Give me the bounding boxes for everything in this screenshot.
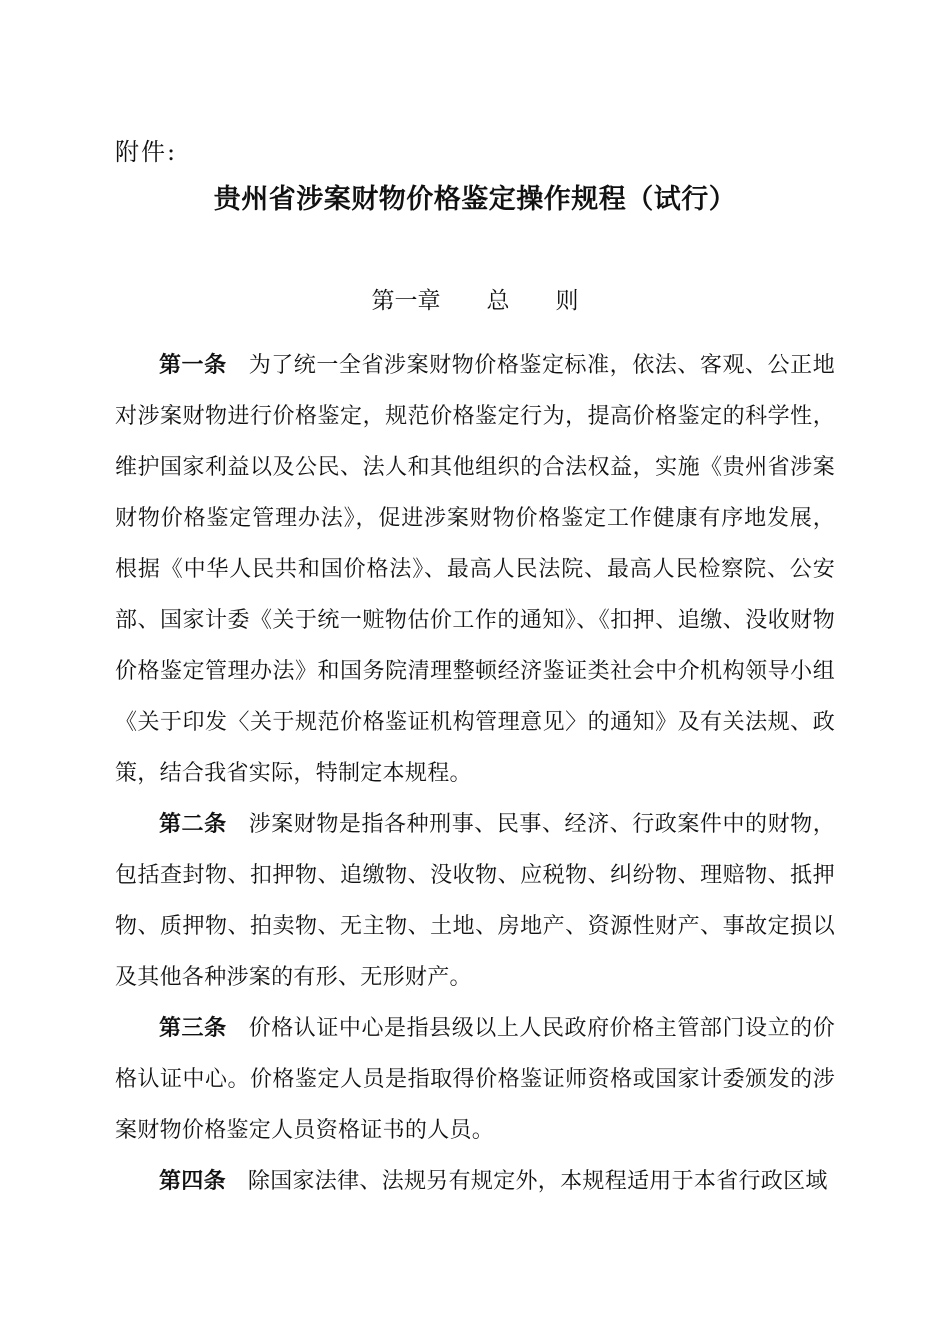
article-3-text: 价格认证中心是指县级以上人民政府价格主管部门设立的价格认证中心。价格鉴定人员是指取得价格鉴证师资格或国家计委颁发的涉案财物价格鉴定人员资格证书的人员。: [115, 1016, 835, 1143]
document-title: 贵州省涉案财物价格鉴定操作规程（试行）: [213, 184, 737, 215]
chapter-number: 第一章: [371, 288, 441, 314]
article-1-text: 为了统一全省涉案财物价格鉴定标准，依法、客观、公正地对涉案财物进行价格鉴定，规范价格鉴定行为，提高价格鉴定的科学性，维护国家利益以及公民、法人和其他组织的合法权益，实施《贵州省涉案财物价格鉴定管理办法》，促进涉案财物价格鉴定工作健康有序地发展，根据《中华人民共和国价格法》、最高人民法院、最高人民检察院、公安部、国家计委《关于统一赃物估价工作的通知》、《扣押、追缴、没收财物价格鉴定管理办法》和国务院清理整顿经济鉴证类社会中介机构领导小组《关于印发〈关于规范价格鉴证机构管理意见〉的通知》及有关法规、政策，结合我省实际，特制定本规程。: [115, 353, 835, 786]
article-2-text: 涉案财物是指各种刑事、民事、经济、行政案件中的财物，包括查封物、扣押物、追缴物、没收物、应税物、纠纷物、理赔物、抵押物、质押物、拍卖物、无主物、土地、房地产、资源性财产、事故定损以及其他各种涉案的有形、无形财产。: [115, 812, 835, 990]
chapter-heading: [0, 284, 950, 318]
article-1-number: 第一条: [159, 353, 227, 378]
chapter-name-part1: 总: [486, 288, 510, 314]
article-4: [115, 1156, 835, 1207]
article-3: [115, 1003, 835, 1156]
article-2: [115, 799, 835, 1003]
article-4-number: 第四条: [159, 1169, 226, 1194]
article-2-number: 第二条: [159, 812, 227, 837]
article-1: [115, 340, 835, 799]
article-4-text: 除国家法律、法规另有规定外，本规程适用于本省行政区域: [247, 1169, 828, 1194]
chapter-name-part2: 则: [555, 288, 579, 314]
document-body: [115, 340, 835, 1207]
attachment-label: 附件:: [115, 138, 178, 166]
article-3-number: 第三条: [159, 1016, 227, 1041]
